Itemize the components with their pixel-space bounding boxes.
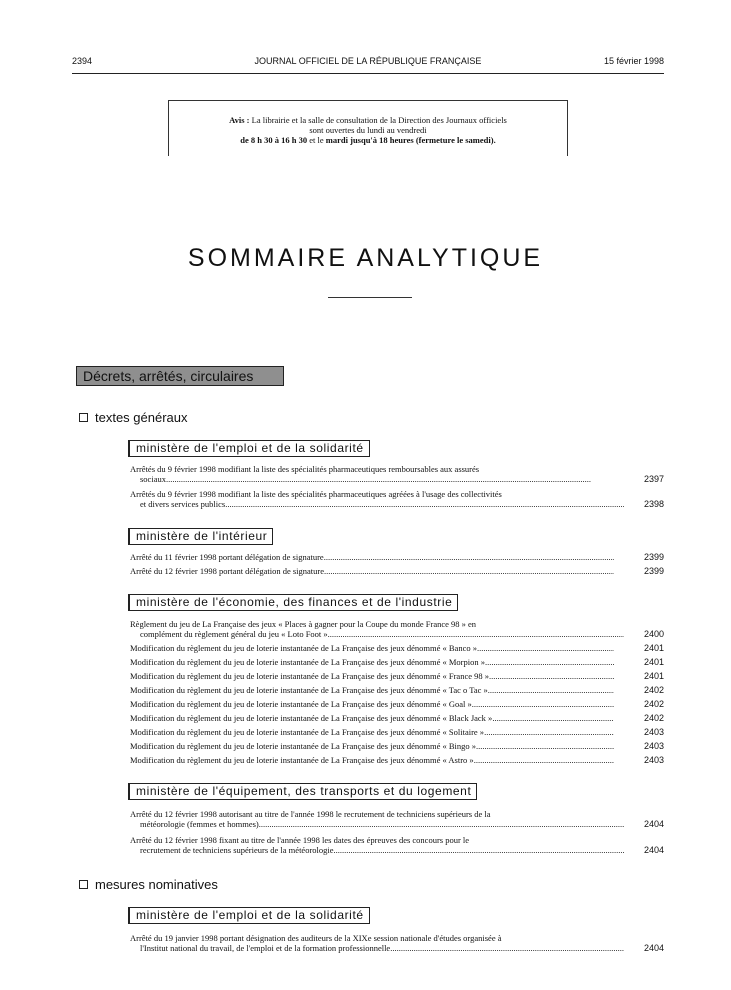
entry-text: météorologie (femmes et hommes) (140, 819, 259, 829)
toc-entry[interactable] (130, 685, 664, 695)
entry-text: Modification du règlement du jeu de loterie instantanée de La Française des jeux dénommé « Black Jack » (130, 713, 493, 723)
leader-dots (328, 629, 624, 639)
toc-entry[interactable] (130, 809, 664, 829)
checkbox-square-icon (79, 413, 88, 422)
header-rule (72, 73, 664, 74)
issue-date: 15 février 1998 (603, 56, 664, 66)
entry-page: 2400 (643, 629, 664, 639)
ministry-heading: ministère de l'emploi et de la solidarité (128, 440, 370, 457)
toc-entry[interactable] (130, 699, 664, 709)
entry-page: 2403 (643, 741, 664, 751)
entry-text: Modification du règlement du jeu de loterie instantanée de La Française des jeux dénommé « France 98 » (130, 671, 490, 681)
ministry-heading: ministère de l'économie, des finances et de l'industrie (128, 594, 458, 611)
leader-dots (334, 845, 624, 855)
section-heading-label: mesures nominatives (95, 876, 218, 892)
entry-text: recrutement de techniciens supérieurs de la météorologie (140, 845, 334, 855)
notice-tuesday: mardi jusqu'à 18 heures (fermeture le samedi). (325, 135, 496, 145)
ministry-heading: ministère de l'intérieur (128, 528, 273, 545)
entry-page: 2401 (643, 671, 664, 681)
entry-page: 2402 (643, 685, 664, 695)
entry-page: 2402 (643, 699, 664, 709)
entry-text: Arrêté du 12 février 1998 portant délégation de signature (130, 566, 325, 576)
entry-text: Arrêté du 12 février 1998 fixant au titre de l'année 1998 les dates des épreuves des concours pour le (130, 835, 470, 845)
toc-entry[interactable] (130, 489, 664, 509)
entry-page: 2403 (643, 727, 664, 737)
toc-entry[interactable] (130, 835, 664, 855)
page-number: 2394 (72, 56, 93, 66)
toc-entry[interactable] (130, 643, 664, 653)
checkbox-square-icon (79, 880, 88, 889)
notice-line-2: sont ouvertes du lundi au vendredi (309, 125, 427, 135)
entry-text: Modification du règlement du jeu de loterie instantanée de La Française des jeux dénommé « Goal » (130, 699, 472, 709)
title-rule (328, 297, 412, 298)
entry-page: 2397 (643, 474, 664, 484)
entry-text: Modification du règlement du jeu de loterie instantanée de La Française des jeux dénommé « Bingo » (130, 741, 477, 751)
section-heading-label: textes généraux (95, 409, 188, 425)
entry-page: 2404 (643, 943, 664, 953)
journal-title: JOURNAL OFFICIEL DE LA RÉPUBLIQUE FRANÇAISE (254, 56, 482, 66)
entry-page: 2401 (643, 657, 664, 667)
toc-entry[interactable] (130, 933, 664, 953)
notice-line-1 (169, 115, 567, 125)
entry-text: Modification du règlement du jeu de loterie instantanée de La Française des jeux dénommé « Tac o Tac » (130, 685, 488, 695)
leader-dots (488, 685, 614, 695)
entry-text: Modification du règlement du jeu de loterie instantanée de La Française des jeux dénommé « Banco » (130, 643, 477, 653)
ministry-heading: ministère de l'équipement, des transports et du logement (128, 783, 477, 800)
page-header (72, 56, 664, 70)
toc-entry[interactable] (130, 552, 664, 562)
entry-page: 2404 (643, 819, 664, 829)
entry-text: et divers services publics (140, 499, 226, 509)
entry-text: Arrêté du 12 février 1998 autorisant au titre de l'année 1998 le recrutement de techniciens supérieurs de la (130, 809, 491, 819)
leader-dots (474, 755, 614, 765)
entry-text: Arrêté du 11 février 1998 portant délégation de signature (130, 552, 324, 562)
leader-dots (324, 552, 614, 562)
entry-text: Modification du règlement du jeu de loterie instantanée de La Française des jeux dénommé « Morpion » (130, 657, 486, 667)
notice-box (168, 100, 568, 156)
entry-page: 2398 (643, 499, 664, 509)
leader-dots (485, 657, 614, 667)
toc-entry[interactable] (130, 566, 664, 576)
leader-dots (225, 499, 624, 509)
leader-dots (492, 713, 614, 723)
notice-line-3 (169, 135, 567, 145)
category-heading: Décrets, arrêtés, circulaires (76, 366, 284, 386)
notice-text-1: La librairie et la salle de consultation de la Direction des Journaux officiels (251, 115, 507, 125)
toc-entry[interactable] (130, 713, 664, 723)
toc-entry[interactable] (130, 464, 664, 484)
ministry-heading: ministère de l'emploi et de la solidarité (128, 907, 370, 924)
entry-text: Modification du règlement du jeu de loterie instantanée de La Française des jeux dénommé « Solitaire » (130, 727, 485, 737)
notice-label: Avis : (229, 115, 250, 125)
section-heading-textes-generaux (79, 409, 188, 425)
section-heading-mesures-nominatives (79, 876, 218, 892)
toc-entry[interactable] (130, 671, 664, 681)
toc-entry[interactable] (130, 727, 664, 737)
entry-text: Arrêtés du 9 février 1998 modifiant la liste des spécialités pharmaceutiques agréées à l'usage des collectivités (130, 489, 502, 499)
entry-page: 2402 (643, 713, 664, 723)
toc-entry[interactable] (130, 619, 664, 639)
notice-connector: et le (309, 135, 324, 145)
entry-page: 2399 (643, 552, 664, 562)
entry-text: l'Institut national du travail, de l'emploi et de la formation professionnelle (140, 943, 391, 953)
entry-page: 2404 (643, 845, 664, 855)
leader-dots (472, 699, 614, 709)
entry-text: sociaux (140, 474, 166, 484)
entry-text: Arrêté du 19 janvier 1998 portant désignation des auditeurs de la XIXe session nationale d'études organisée à (130, 933, 502, 943)
entry-page: 2403 (643, 755, 664, 765)
leader-dots (476, 741, 614, 751)
leader-dots (489, 671, 614, 681)
leader-dots (484, 727, 614, 737)
toc-entry[interactable] (130, 755, 664, 765)
leader-dots (390, 943, 624, 953)
leader-dots (477, 643, 614, 653)
entry-page: 2401 (643, 643, 664, 653)
toc-entry[interactable] (130, 741, 664, 751)
leader-dots (166, 474, 624, 484)
entry-text: Modification du règlement du jeu de loterie instantanée de La Française des jeux dénommé « Astro » (130, 755, 474, 765)
entry-text: Règlement du jeu de La Française des jeux « Places à gagner pour la Coupe du monde France 98 » en (130, 619, 477, 629)
entry-text: Arrêtés du 9 février 1998 modifiant la liste des spécialités pharmaceutiques remboursables aux assurés (130, 464, 480, 474)
notice-hours: de 8 h 30 à 16 h 30 (240, 135, 308, 145)
page-title: SOMMAIRE ANALYTIQUE (187, 244, 544, 272)
toc-entry[interactable] (130, 657, 664, 667)
entry-text: complément du règlement général du jeu « Loto Foot » (140, 629, 328, 639)
leader-dots (324, 566, 614, 576)
entry-page: 2399 (643, 566, 664, 576)
leader-dots (259, 819, 624, 829)
